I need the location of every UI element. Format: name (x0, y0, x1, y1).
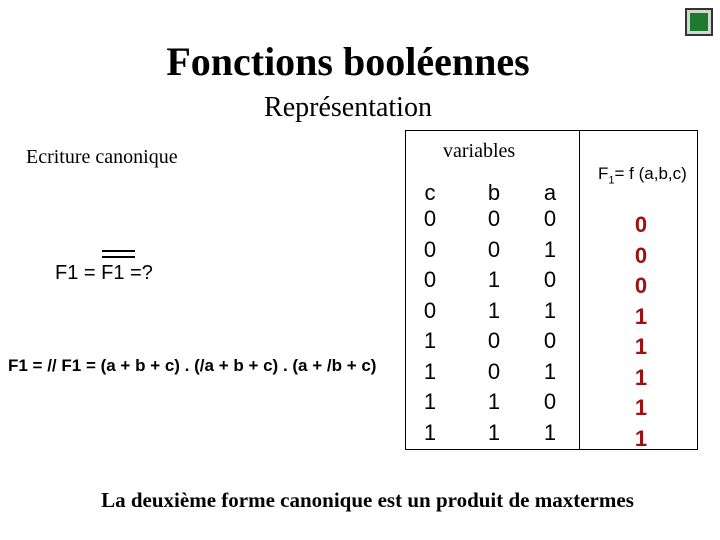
table-cell: 1 (423, 419, 437, 445)
table-cell: 0 (543, 206, 557, 231)
page-title: Fonctions booléennes (166, 39, 530, 84)
table-cell: 1 (543, 419, 557, 445)
table-cell: 0 (423, 206, 437, 231)
header-c: c (424, 180, 436, 205)
header-b: b (487, 180, 501, 205)
output-cell: 1 (634, 395, 648, 420)
next-slide-button[interactable] (685, 8, 713, 36)
table-cell: 1 (487, 389, 501, 414)
table-cell: 0 (423, 236, 437, 262)
output-cell: 0 (634, 242, 648, 268)
output-label: $F_1= f$ (a,b,c) (598, 164, 687, 187)
table-cell: 0 (487, 206, 501, 231)
output-cell: 1 (634, 334, 648, 359)
question-equation: F1 = F1 =? (55, 262, 153, 284)
table-cell: 1 (423, 328, 437, 353)
table-cell: 0 (487, 328, 501, 353)
table-cell: 1 (487, 297, 501, 323)
table-cell: 1 (487, 267, 501, 292)
output-cell: 0 (634, 273, 648, 298)
table-cell: 1 (543, 297, 557, 323)
output-cell: 1 (634, 303, 648, 329)
maxterm-expression: F1 = // F1 = (a + b + c) . (/a + b + c) . (a + /b + c) (8, 356, 377, 375)
page-subtitle: Représentation (264, 92, 432, 123)
table-cell: 1 (423, 389, 437, 414)
table-cell: 1 (423, 358, 437, 384)
table-cell: 0 (487, 358, 501, 384)
table-cell: 0 (423, 297, 437, 323)
output-cell: 0 (634, 212, 648, 237)
output-cell: 1 (634, 425, 648, 451)
table-cell: 0 (543, 328, 557, 353)
output-cell: 1 (634, 364, 648, 390)
table-cell: 0 (487, 236, 501, 262)
table-cell: 1 (543, 236, 557, 262)
footer-statement: La deuxième forme canonique est un produit de maxtermes (101, 488, 634, 512)
table-cell: 1 (487, 419, 501, 445)
canonical-label: Ecriture canonique (26, 146, 178, 168)
table-cell: 0 (543, 389, 557, 414)
table-cell: 0 (543, 267, 557, 292)
table-cell: 1 (543, 358, 557, 384)
overline-top (102, 250, 135, 252)
variables-label: variables (443, 140, 516, 162)
table-cell: 0 (423, 267, 437, 292)
header-a: a (543, 180, 557, 205)
next-slide-icon (690, 13, 708, 31)
overline-bottom (102, 256, 135, 258)
